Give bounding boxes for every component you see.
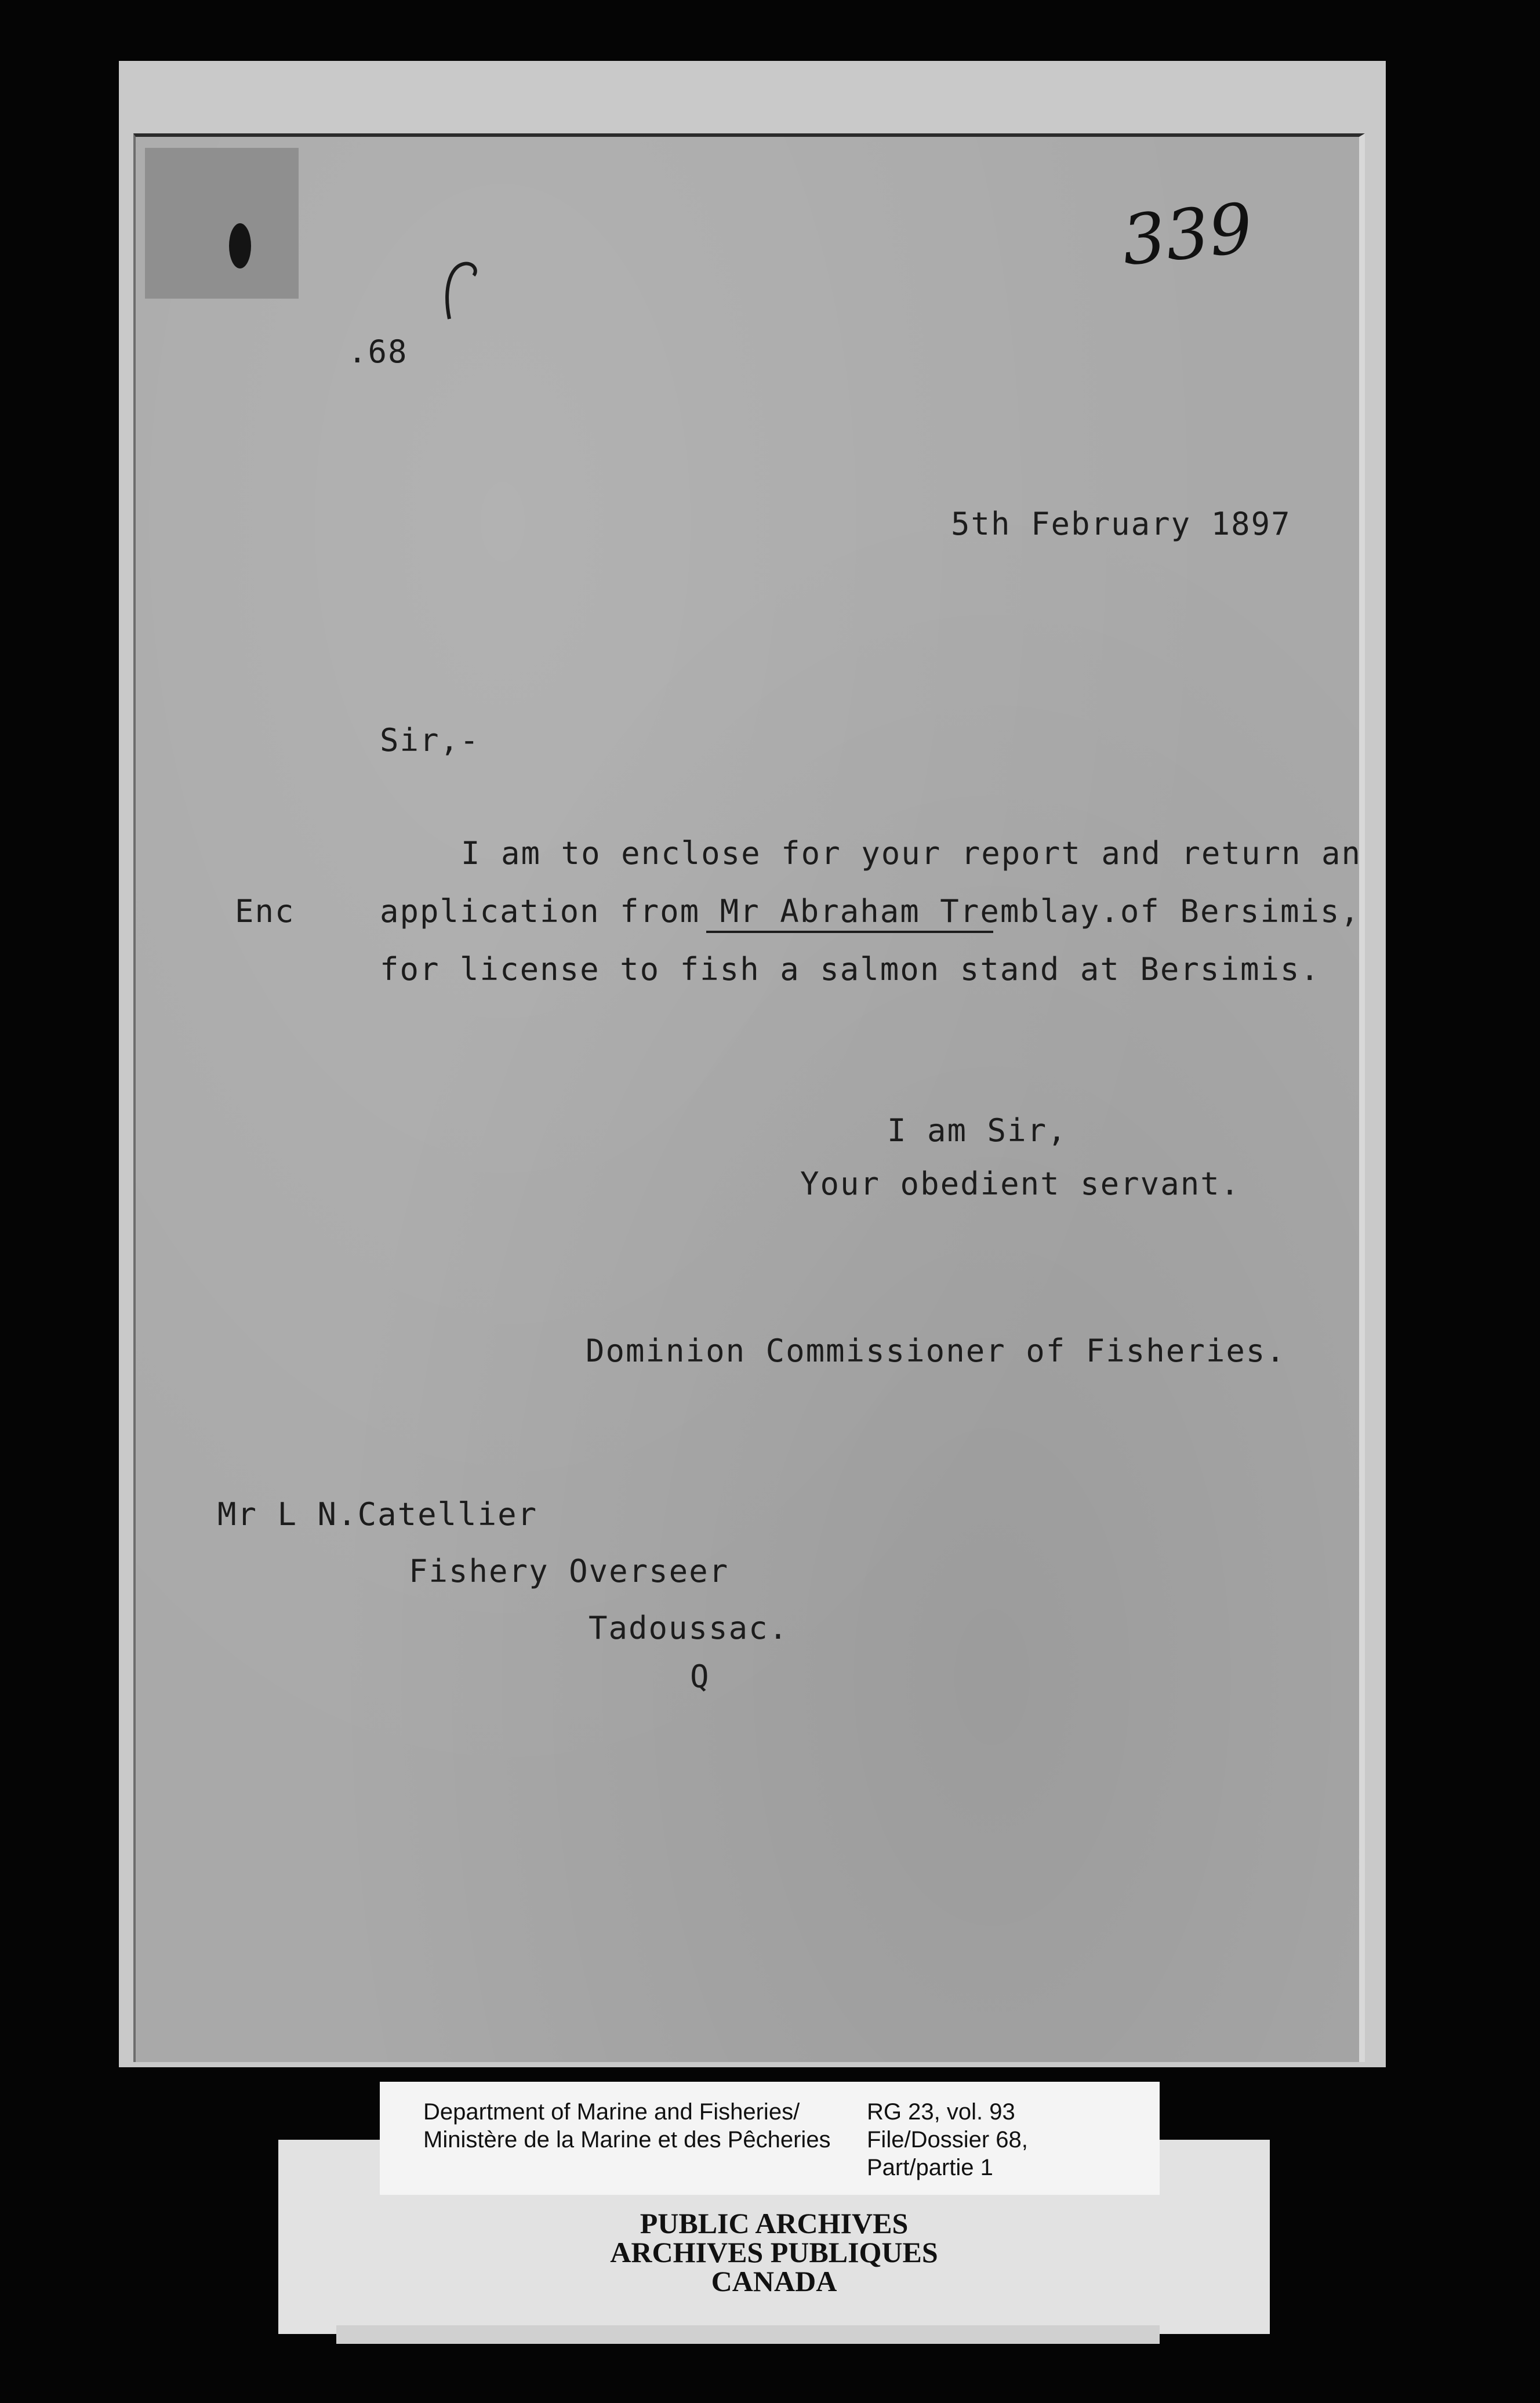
department-fr: Ministère de la Marine et des Pêcheries [423,2127,831,2152]
closing-line-2: Your obedient servant. [800,1166,1241,1202]
stamp-line-3: CANADA [711,2265,837,2297]
stamp-line-2: ARCHIVES PUBLIQUES [610,2236,938,2268]
body-line-2: application from Mr Abraham Tremblay.of Bersimis, [380,893,1361,930]
reference-line-2: File/Dossier 68, [867,2127,1028,2152]
name-underline [706,931,993,933]
letter-sheet [133,133,1365,2062]
addressee-name: Mr L N.Catellier [217,1496,538,1533]
addressee-place: Tadoussac. [589,1610,789,1646]
paper-clip-patch [145,148,299,299]
addressee-province: Q [690,1658,710,1695]
salutation: Sir,- [380,722,480,758]
body-line-1: I am to enclose for your report and return an [461,835,1361,872]
stamp-bottom-strip [336,2325,1160,2344]
body-line-3: for license to fish a salmon stand at Bersimis. [380,951,1321,988]
archive-label [380,2082,1160,2195]
punch-hole [229,223,251,268]
signature-line: Dominion Commissioner of Fisheries. [586,1333,1286,1369]
margin-note-enc: Enc [235,893,295,930]
reference-line-1: RG 23, vol. 93 [867,2099,1015,2125]
file-number: .68 [348,333,408,370]
page-number: 339 [1118,187,1256,281]
reference-line-3: Part/partie 1 [867,2155,993,2180]
handwritten-mark [438,255,484,325]
letter-date: 5th February 1897 [951,506,1291,542]
closing-line-1: I am Sir, [887,1112,1067,1149]
department-en: Department of Marine and Fisheries/ [423,2099,800,2125]
stamp-line-1: PUBLIC ARCHIVES [640,2207,909,2239]
addressee-title: Fishery Overseer [409,1553,729,1589]
